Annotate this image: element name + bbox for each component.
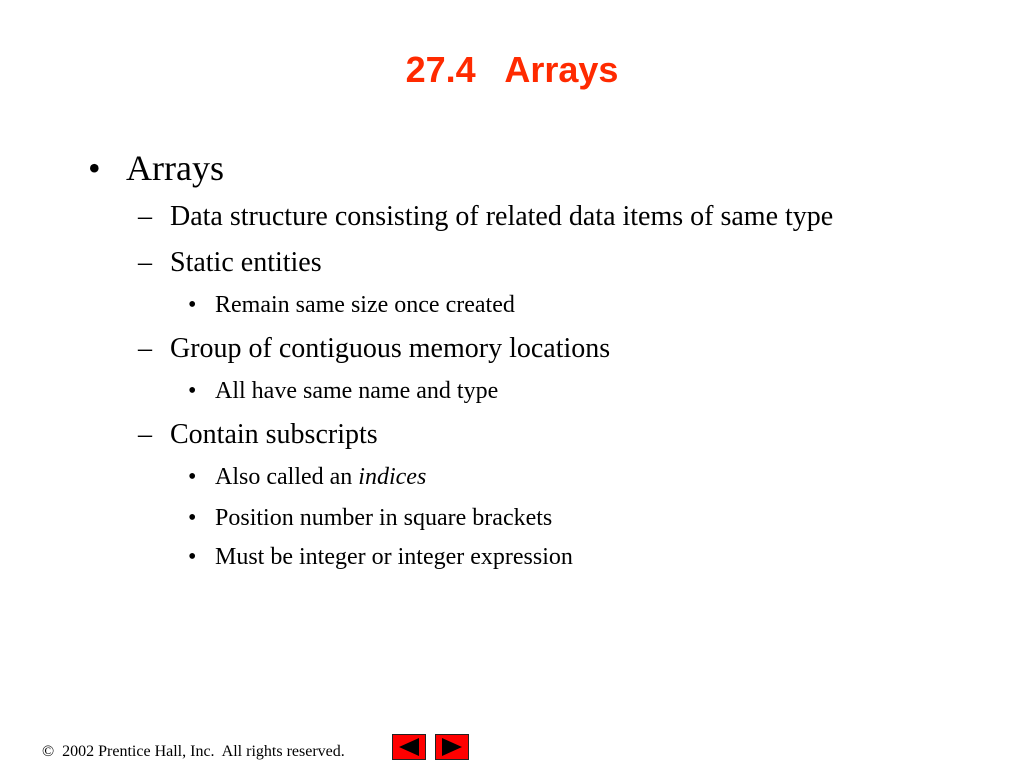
bullet-marker: • bbox=[188, 464, 197, 490]
bullet-marker: • bbox=[188, 505, 197, 531]
subsubbullet-also-called bbox=[188, 463, 426, 491]
subsubbullet-text: All have same name and type bbox=[215, 378, 499, 404]
dash-marker: – bbox=[138, 333, 152, 364]
emphasis-indices: indices bbox=[358, 464, 427, 490]
subsubbullet-position-number bbox=[188, 504, 552, 532]
subbullet-text: Contain subscripts bbox=[170, 419, 378, 450]
subbullet-text: Group of contiguous memory locations bbox=[170, 333, 611, 364]
bullet-marker: • bbox=[188, 544, 197, 570]
subsubbullet-text: Also called an bbox=[215, 464, 359, 490]
dash-marker: – bbox=[138, 201, 152, 232]
copyright-footer: © 2002 Prentice Hall, Inc. All rights reserved. bbox=[42, 743, 345, 760]
subbullet-static-entities bbox=[138, 247, 322, 279]
subbullet-contain-subscripts bbox=[138, 419, 378, 451]
bullet-text: Arrays bbox=[126, 148, 224, 188]
subbullet-data-structure bbox=[138, 201, 833, 233]
subbullet-text: Data structure consisting of related data items of same type bbox=[170, 201, 834, 232]
bullet-marker: • bbox=[88, 148, 101, 188]
next-slide-button[interactable] bbox=[435, 734, 469, 760]
subsubbullet-text: Position number in square brackets bbox=[215, 505, 553, 531]
dash-marker: – bbox=[138, 247, 152, 278]
dash-marker: – bbox=[138, 419, 152, 450]
triangle-left-icon bbox=[393, 735, 425, 759]
bullet-arrays bbox=[88, 148, 224, 188]
bullet-marker: • bbox=[188, 378, 197, 404]
subsubbullet-same-name-type bbox=[188, 377, 498, 405]
triangle-right-icon bbox=[436, 735, 468, 759]
subbullet-contiguous-memory bbox=[138, 333, 610, 365]
slide-title: 27.4 Arrays bbox=[405, 49, 619, 90]
subsubbullet-text: Remain same size once created bbox=[215, 292, 515, 318]
subsubbullet-text: Must be integer or integer expression bbox=[215, 544, 573, 570]
bullet-marker: • bbox=[188, 292, 197, 318]
subbullet-text: Static entities bbox=[170, 247, 322, 278]
subsubbullet-must-be-integer bbox=[188, 543, 573, 571]
previous-slide-button[interactable] bbox=[392, 734, 426, 760]
subsubbullet-remain-same-size bbox=[188, 291, 515, 319]
